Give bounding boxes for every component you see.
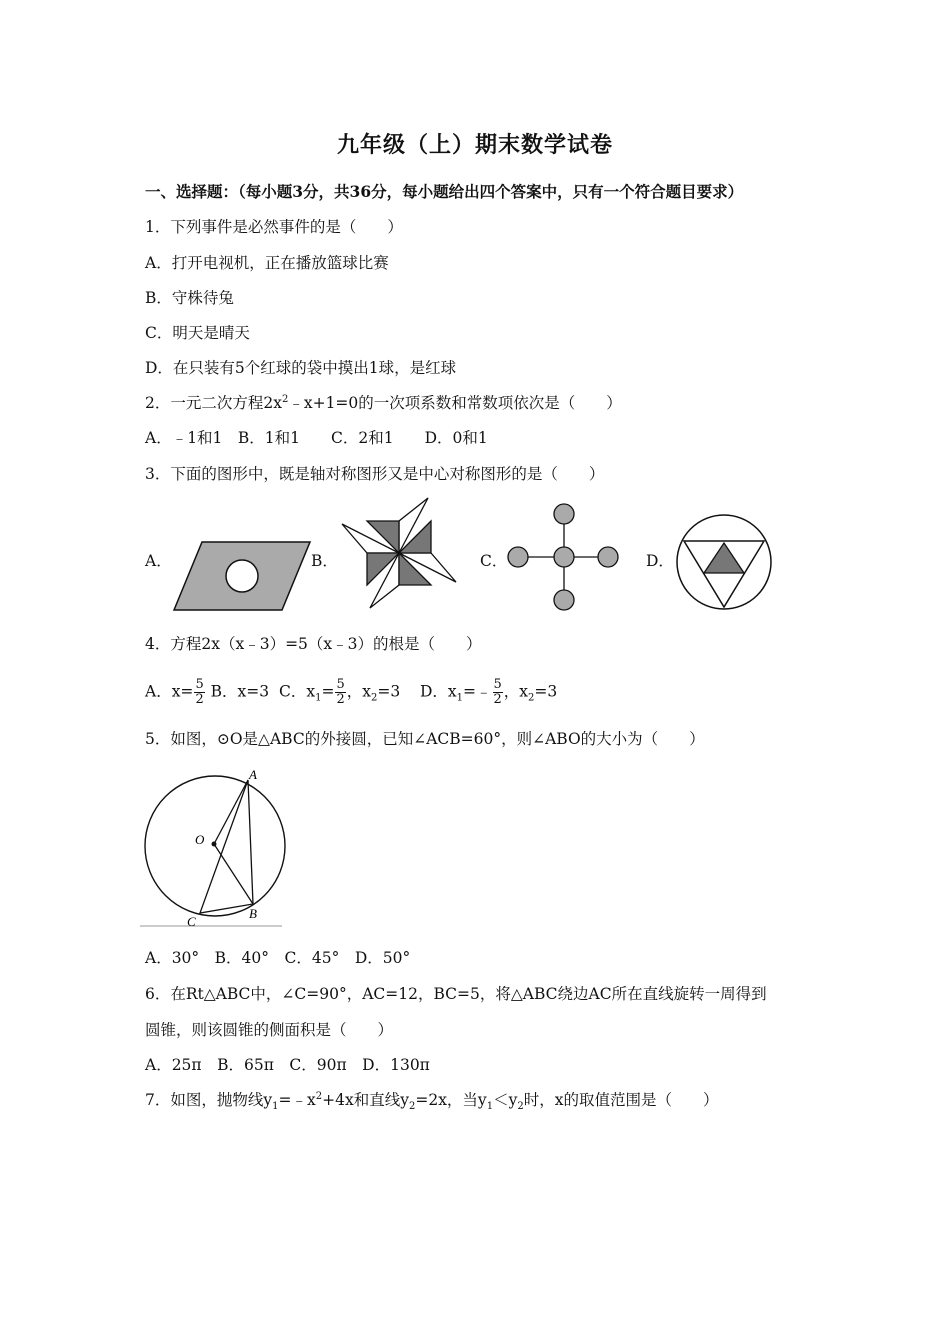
q5-stem: 5．如图，⊙O是△ABC的外接圆，已知∠ACB=60°，则∠ABO的大小为（ ） — [145, 730, 705, 748]
q7-stem: 7．如图，抛物线$y_1=﹣x^2+4x$和直线$y_2=2x$，当$y_1<y_2$时，x的取值范围是（ ） — [145, 1090, 719, 1113]
q6-stem-line1: 6．在Rt△ABC中，∠C=90°，AC=12，BC=5，将△ABC绕边AC所在直线旋转一周得到 — [145, 985, 767, 1003]
circle-triangle-figure — [674, 513, 774, 611]
q3-label-b: B． — [311, 552, 338, 570]
q3-label-c: C． — [480, 552, 508, 570]
pinwheel-figure — [340, 496, 458, 610]
circumcircle-figure — [140, 766, 290, 931]
q2-options: A．﹣1和1 B．1和1 C．2和1 D．0和1 — [145, 429, 488, 447]
q3-label-a: A． — [145, 552, 172, 570]
q3-stem: 3．下面的图形中，既是轴对称图形又是中心对称图形的是（ ） — [145, 465, 605, 483]
label-o: O — [195, 832, 205, 847]
q6-options: A．25π B．65π C．90π D．130π — [145, 1056, 430, 1074]
page-title: 九年级（上）期末数学试卷 — [336, 132, 613, 158]
q1-option-d: D．在只装有5个红球的袋中摸出1球，是红球 — [145, 359, 457, 377]
fraction-five-halves: $\frac{5}{2}$ — [195, 677, 204, 707]
label-a: A — [249, 767, 257, 782]
q1-stem: 1．下列事件是必然事件的是（ ） — [145, 218, 403, 236]
label-b: B — [249, 906, 257, 921]
section-heading: 一、选择题：（每小题3分，共36分，每小题给出四个答案中，只有一个符合题目要求） — [145, 182, 744, 201]
q1-option-c: C．明天是晴天 — [145, 324, 250, 342]
q1-option-a: A．打开电视机，正在播放篮球比赛 — [145, 254, 389, 272]
q4-stem: 4．方程2x（x﹣3）=5（x﹣3）的根是（ ） — [145, 635, 482, 653]
q5-options: A．30° B．40° C．45° D．50° — [145, 949, 411, 967]
cross-circles-figure — [506, 502, 621, 612]
label-c: C — [187, 914, 196, 929]
q2-stem: 2．一元二次方程$2x^2﹣x+1=0$的一次项系数和常数项依次是（ ） — [145, 393, 622, 412]
q1-option-b: B．守株待兔 — [145, 289, 234, 307]
q6-stem-line2: 圆锥，则该圆锥的侧面积是（ ） — [145, 1021, 394, 1039]
q3-label-d: D． — [646, 552, 674, 570]
parallelogram-figure — [172, 540, 312, 612]
q4-options: A．x= $\frac{5}{2}$ B．x=3 C．$x_1=$ $\frac{5}{2}$ ，$x_2=3$ D．$x_1=﹣$ $\frac{5}{2}$ ，$x_2=3$ — [145, 677, 558, 707]
